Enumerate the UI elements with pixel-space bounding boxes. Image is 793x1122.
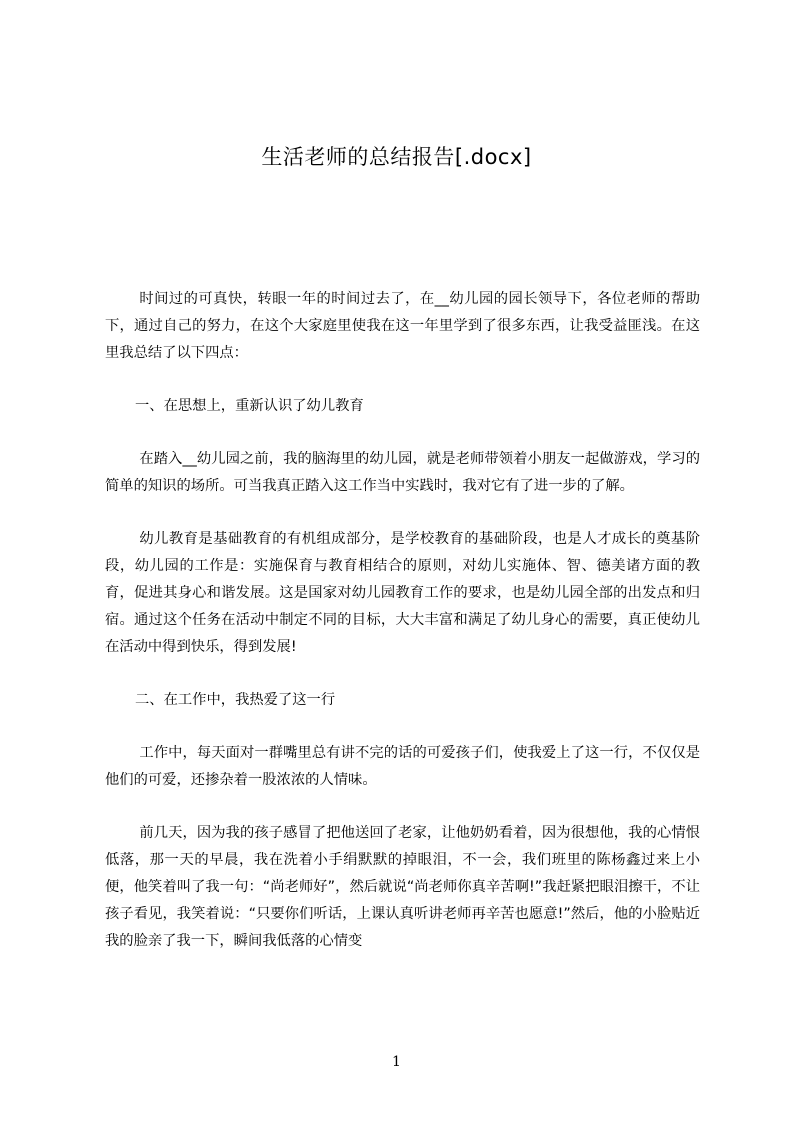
body-paragraph: 前几天，因为我的孩子感冒了把他送回了老家，让他奶奶看着，因为很想他，我的心情恨低落，那一天的早晨，我在洗着小手绢默默的掉眼泪，不一会，我们班里的陈杨鑫过来上小便，他笑着叫了我一句：“尚老师好”，然后就说“尚老师你真辛苦啊!”我赶紧把眼泪擦干，不让孩子看见，我笑着说：“只要你们听话，上课认真听讲老师再辛苦也愿意!”然后，他的小脸贴近我的脸亲了我一下，瞬间我低落的心情变 — [105, 825, 700, 949]
document-title: 生活老师的总结报告[.docx] — [261, 145, 532, 169]
document-body — [105, 286, 700, 981]
body-paragraph: 工作中，每天面对一群嘴里总有讲不完的话的可爱孩子们，使我爱上了这一行，不仅仅是他们的可爱，还掺杂着一股浓浓的人情味。 — [105, 745, 700, 788]
section-heading-2: 二、在工作中，我热爱了这一行 — [135, 692, 336, 708]
section-heading-1: 一、在思想上，重新认识了幼儿教育 — [135, 398, 364, 414]
page-number: 1 — [392, 1054, 401, 1070]
body-paragraph: 在踏入__幼儿园之前，我的脑海里的幼儿园，就是老师带领着小朋友一起做游戏，学习的简单的知识的场所。可当我真正踏入这工作当中实践时，我对它有了进一步的了解。 — [105, 451, 700, 494]
intro-paragraph: 时间过的可真快，转眼一年的时间过去了，在__幼儿园的园长领导下，各位老师的帮助下，通过自己的努力，在这个大家庭里使我在这一年里学到了很多东西，让我受益匪浅。在这里我总结了以下四点： — [105, 291, 700, 361]
body-paragraph: 幼儿教育是基础教育的有机组成部分，是学校教育的基础阶段，也是人才成长的奠基阶段，幼儿园的工作是：实施保育与教育相结合的原则，对幼儿实施体、智、德美诸方面的教育，促进其身心和谐发展。这是国家对幼儿园教育工作的要求，也是幼儿园全部的出发点和归宿。通过这个任务在活动中制定不同的目标，大大丰富和满足了幼儿身心的需要，真正使幼儿在活动中得到快乐，得到发展! — [105, 531, 700, 655]
